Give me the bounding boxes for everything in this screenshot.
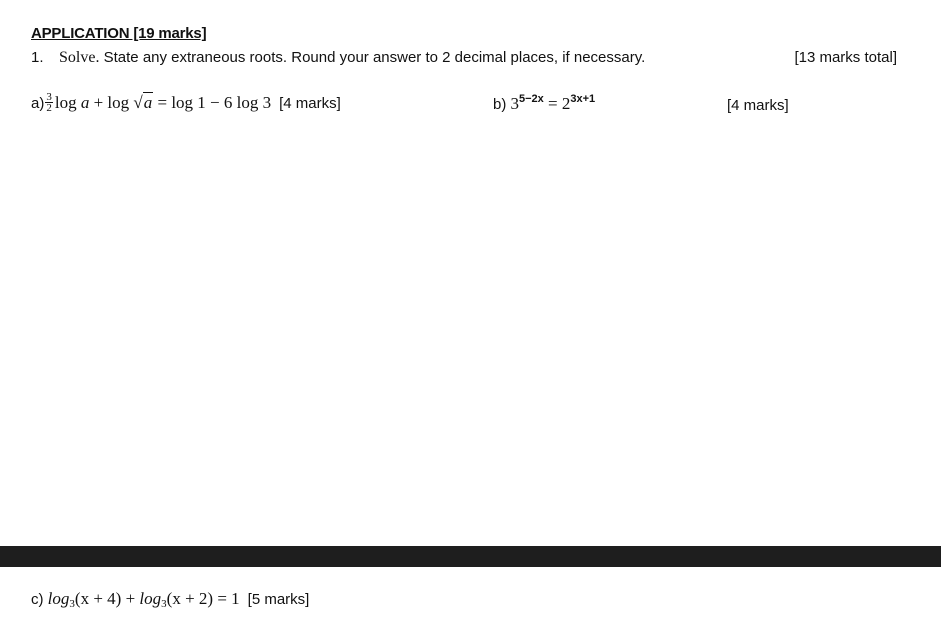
variable-a-1: a xyxy=(80,93,90,112)
square-root: √a xyxy=(133,93,153,112)
log-term-2: log xyxy=(139,589,162,608)
part-b xyxy=(493,93,595,114)
part-c-equation xyxy=(48,589,240,608)
equals-sign: = xyxy=(543,94,562,113)
base-3: 3 xyxy=(510,94,520,113)
page-divider-bar xyxy=(0,546,941,567)
part-b-marks: [4 marks] xyxy=(727,97,789,114)
part-a-equation xyxy=(44,90,272,114)
variable-a-2: a xyxy=(143,93,153,112)
solve-word: Solve. xyxy=(59,49,100,66)
part-b-equation xyxy=(511,94,596,113)
base-2: 2 xyxy=(561,94,571,113)
log-term-1: log xyxy=(47,589,70,608)
exponent-1: 5−2x xyxy=(519,93,544,105)
section-title: APPLICATION [19 marks] xyxy=(31,25,207,42)
log-term-2: log xyxy=(107,93,130,112)
log-base-2: 3 xyxy=(161,598,167,610)
question-instruction: State any extraneous roots. Round your answer to 2 decimal places, if necessary. xyxy=(103,49,646,66)
argument-2: (x + 2) xyxy=(166,589,214,608)
question-number: 1. xyxy=(31,49,44,66)
plus-sign: + xyxy=(121,589,140,608)
part-c xyxy=(31,589,309,610)
fraction-numerator: 3 xyxy=(46,90,52,103)
part-a-rhs: = log 1 − 6 log 3 xyxy=(153,93,272,112)
part-a xyxy=(31,90,341,115)
question-1-total-marks: [13 marks total] xyxy=(794,49,897,66)
part-a-fraction xyxy=(45,92,53,113)
part-a-marks: [4 marks] xyxy=(279,95,341,112)
part-c-rhs: = 1 xyxy=(213,589,240,608)
argument-1: (x + 4) xyxy=(74,589,122,608)
plus-sign: + xyxy=(89,93,108,112)
exponent-2: 3x+1 xyxy=(570,93,596,105)
part-c-marks: [5 marks] xyxy=(247,591,310,608)
part-a-label: a) xyxy=(31,95,45,112)
fraction-denominator: 2 xyxy=(46,101,52,114)
part-b-label: b) xyxy=(493,96,507,113)
question-1-line xyxy=(31,49,645,67)
part-c-label: c) xyxy=(31,591,44,608)
log-term-1: log xyxy=(54,93,77,112)
log-base-1: 3 xyxy=(69,598,75,610)
